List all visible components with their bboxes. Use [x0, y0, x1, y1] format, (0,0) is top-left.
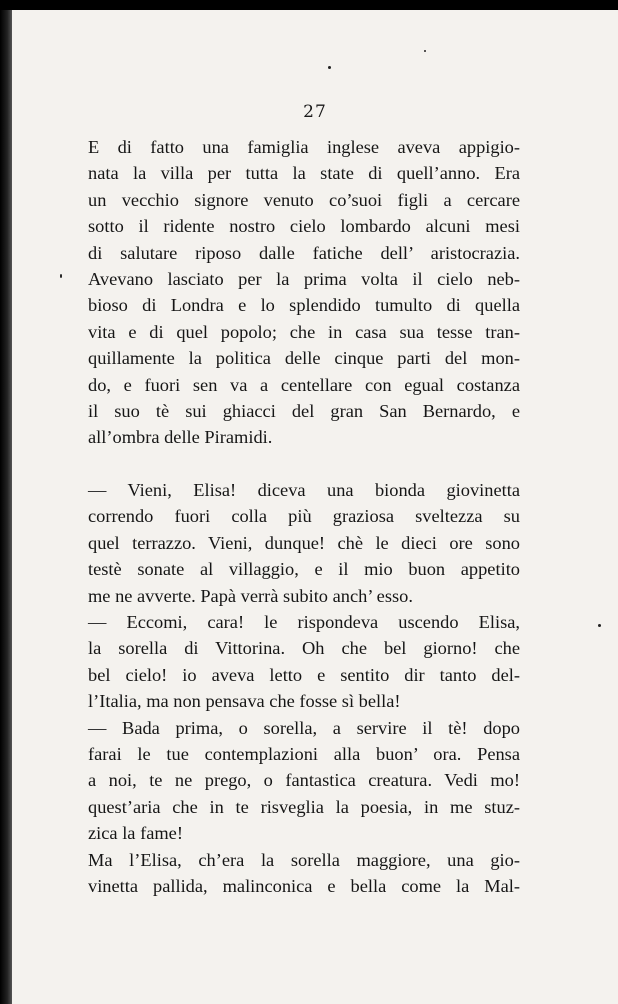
- text-line: quel terrazzo. Vieni, dunque! chè le dieci ore sono: [88, 532, 520, 553]
- text-line: me ne avverte. Papà verrà subito anch’ esso.: [88, 585, 413, 606]
- text-line: Avevano lasciato per la prima volta il cielo neb-: [88, 268, 520, 289]
- text-line: — Bada prima, o sorella, a servire il tè! dopo: [88, 717, 520, 738]
- scan-top-border: [0, 0, 618, 10]
- text-line: vita e di quel popolo; che in casa sua tesse tran-: [88, 321, 520, 342]
- text-line: correndo fuori colla più graziosa sveltezza su: [88, 506, 520, 527]
- text-line: all’ombra delle Piramidi.: [88, 427, 273, 448]
- scan-speck: [598, 624, 601, 627]
- text-line: l’Italia, ma non pensava che fosse sì bella!: [88, 691, 401, 712]
- scan-speck: [60, 274, 62, 278]
- text-line: il suo tè sui ghiacci del gran San Bernardo, e: [88, 400, 520, 421]
- text-line: bel cielo! io aveva letto e sentito dir tanto del-: [88, 664, 520, 685]
- page-number: 27: [303, 102, 327, 122]
- text-line: quillamente la politica delle cinque parti del mon-: [88, 348, 520, 369]
- text-line: un vecchio signore venuto co’suoi figli a cercare: [88, 189, 520, 210]
- book-spine-shadow: [0, 10, 12, 1004]
- text-line: nata la villa per tutta la state di quell’anno. Era: [88, 163, 520, 184]
- text-line: vinetta pallida, malinconica e bella come la Mal-: [88, 875, 520, 896]
- text-line: — Eccomi, cara! le rispondeva uscendo Elisa,: [88, 612, 520, 633]
- text-line: bioso di Londra e lo splendido tumulto di quella: [88, 295, 520, 316]
- text-line: E di fatto una famiglia inglese aveva appigio-: [88, 137, 520, 157]
- text-line: farai le tue contemplazioni alla buon’ ora. Pensa: [88, 743, 520, 764]
- body-text: [88, 134, 520, 899]
- text-line: la sorella di Vittorina. Oh che bel giorno! che: [88, 638, 520, 659]
- scan-speck: [424, 50, 426, 52]
- paragraph-gap: [88, 451, 520, 477]
- text-line: di salutare riposo dalle fatiche dell’ aristocrazia.: [88, 242, 520, 263]
- book-page: [12, 10, 618, 1004]
- text-line: sotto il ridente nostro cielo lombardo alcuni mesi: [88, 216, 520, 237]
- scan-speck: [328, 66, 331, 69]
- text-line: — Vieni, Elisa! diceva una bionda giovinetta: [88, 480, 520, 501]
- text-line: do, e fuori sen va a centellare con egual costanza: [88, 374, 520, 395]
- text-line: testè sonate al villaggio, e il mio buon appetito: [88, 559, 520, 580]
- text-line: zica la fame!: [88, 823, 183, 844]
- text-line: Ma l’Elisa, ch’era la sorella maggiore, una gio-: [88, 849, 520, 870]
- text-line: a noi, te ne prego, o fantastica creatura. Vedi mo!: [88, 770, 520, 791]
- text-line: quest’aria che in te risveglia la poesia, in me stuz-: [88, 796, 520, 817]
